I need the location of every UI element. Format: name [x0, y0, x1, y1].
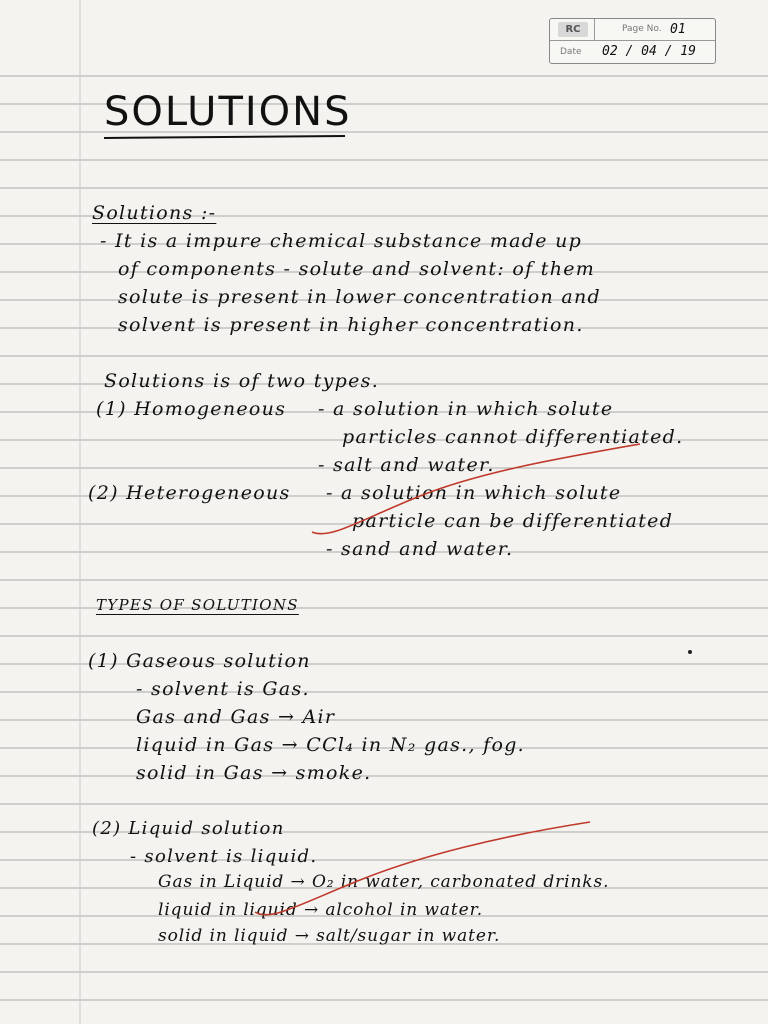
types-heading: TYPES OF SOLUTIONS [96, 596, 299, 614]
homogeneous-label: (1) Homogeneous [96, 398, 287, 420]
page-date-box [549, 18, 716, 64]
brand-logo: RC [558, 22, 588, 37]
homogeneous-desc-2: particles cannot differentiated. [342, 426, 684, 448]
header-divider [594, 19, 595, 40]
definition-line-2: of components - solute and solvent: of them [118, 258, 596, 280]
definition-line-4: solvent is present in higher concentration. [118, 314, 584, 336]
homogeneous-desc-1: - a solution in which solute [318, 398, 614, 420]
liquid-solvent: - solvent is liquid. [130, 846, 318, 867]
page-no-label: Page No. [622, 24, 662, 34]
ink-dot [688, 650, 692, 654]
page-no-value: 01 [670, 22, 686, 37]
heterogeneous-example: - sand and water. [326, 538, 514, 560]
heterogeneous-label: (2) Heterogeneous [88, 482, 291, 504]
gaseous-item-2: liquid in Gas → CCl₄ in N₂ gas., fog. [136, 734, 526, 756]
date-value: 02 / 04 / 19 [602, 44, 696, 59]
gaseous-item-3: solid in Gas → smoke. [136, 762, 372, 784]
liquid-item-2: liquid in liquid → alcohol in water. [158, 900, 484, 920]
definition-line-1: - It is a impure chemical substance made up [100, 230, 583, 252]
liquid-item-3: solid in liquid → salt/sugar in water. [158, 926, 501, 946]
heterogeneous-desc-1: - a solution in which solute [326, 482, 622, 504]
gaseous-solvent: - solvent is Gas. [136, 678, 310, 700]
definition-line-3: solute is present in lower concentration and [118, 286, 602, 308]
liquid-item-1: Gas in Liquid → O₂ in water, carbonated drinks. [158, 872, 610, 892]
page-title: SOLUTIONS [104, 89, 352, 135]
definition-heading: Solutions :- [92, 202, 217, 224]
header-divider-horizontal [550, 40, 715, 41]
heterogeneous-desc-2: particle can be differentiated [352, 510, 674, 532]
gaseous-heading: (1) Gaseous solution [88, 650, 311, 672]
types-intro: Solutions is of two types. [104, 370, 380, 392]
gaseous-item-1: Gas and Gas → Air [136, 706, 336, 728]
date-label: Date [560, 47, 582, 57]
liquid-heading: (2) Liquid solution [92, 818, 285, 839]
homogeneous-example: - salt and water. [318, 454, 495, 476]
